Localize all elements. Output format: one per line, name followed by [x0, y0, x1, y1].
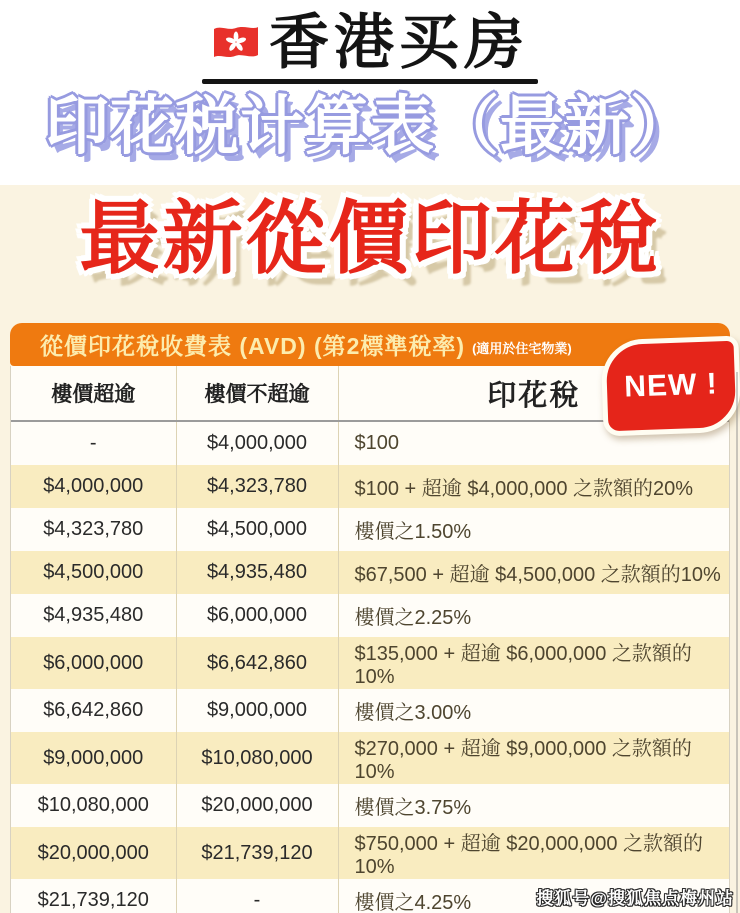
table-cell: $6,000,000 [176, 594, 338, 637]
page-title: 香港买房 [269, 9, 529, 76]
stamp-duty-table-card [10, 323, 730, 913]
table-cell: $100 [354, 432, 399, 454]
title-underline [202, 79, 538, 84]
table-cell: $4,935,480 [11, 594, 176, 637]
table-cell: $20,000,000 [11, 827, 176, 879]
table-cell: $4,935,480 [176, 551, 338, 594]
hong-kong-flag-icon [211, 24, 261, 62]
table-cell: 樓價之3.00% [354, 702, 472, 724]
table-cell: $10,080,000 [11, 784, 176, 827]
table-cell: $270,000 + 超逾 $9,000,000 之款額的10% [338, 732, 729, 784]
table-header-title: 從價印花稅收費表 (AVD) (第2標準稅率) [40, 333, 466, 359]
table-row [11, 508, 729, 551]
table-cell: $9,000,000 [11, 732, 176, 784]
new-badge-label: NEW ! [623, 367, 719, 404]
stamp-duty-table [11, 366, 729, 913]
table-cell: 樓價之1.50% [354, 521, 472, 543]
table-cell: $6,642,860 [176, 637, 338, 689]
table-cell: $21,739,120 [176, 827, 338, 879]
table-row [11, 551, 729, 594]
header-title-row [211, 10, 529, 76]
column-header-stamp-duty: 印花稅 [338, 366, 729, 421]
table-row [11, 689, 729, 732]
table-cell: $9,000,000 [176, 689, 338, 732]
right-edge-line [736, 372, 738, 913]
table-cell: $10,080,000 [176, 732, 338, 784]
table-row [11, 594, 729, 637]
new-badge [600, 336, 740, 437]
table-cell: $100 + 超逾 $4,000,000 之款額的20% [338, 465, 729, 508]
table-header-note: (適用於住宅物業) [472, 341, 572, 356]
table-cell: $750,000 + 超逾 $20,000,000 之款額的10% [338, 827, 729, 879]
table-cell: $4,000,000 [11, 465, 176, 508]
column-header-price-not-over: 樓價不超逾 [176, 366, 338, 421]
table-row [11, 827, 729, 879]
page-header [0, 10, 740, 84]
table-cell: $135,000 + 超逾 $6,000,000 之款額的10% [338, 637, 729, 689]
table-cell: $20,000,000 [176, 784, 338, 827]
table-cell: $4,500,000 [11, 551, 176, 594]
main-title: 最新從價印花稅 [79, 194, 661, 283]
table-cell: 樓價之3.75% [354, 797, 472, 819]
table-cell: $4,500,000 [176, 508, 338, 551]
table-cell: 樓價之4.25% [354, 892, 472, 913]
table-cell: 樓價之2.25% [354, 607, 472, 629]
table-cell: $6,000,000 [11, 637, 176, 689]
table-cell: - [176, 879, 338, 913]
table-cell: $67,500 + 超逾 $4,500,000 之款額的10% [338, 551, 729, 594]
column-header-price-over: 樓價超逾 [11, 366, 176, 421]
table-row [11, 637, 729, 689]
table-cell: $4,323,780 [176, 465, 338, 508]
table-body [11, 421, 729, 913]
table-cell: $4,000,000 [176, 421, 338, 465]
table-cell: $4,323,780 [11, 508, 176, 551]
subtitle: 印花税计算表（最新） [45, 90, 695, 162]
table-cell: $6,642,860 [11, 689, 176, 732]
table-cell: $21,739,120 [11, 879, 176, 913]
table-row [11, 784, 729, 827]
watermark: 搜狐号@搜狐焦点梅州站 [536, 889, 734, 908]
table-row [11, 732, 729, 784]
table-row [11, 465, 729, 508]
table-body-container [10, 366, 730, 913]
table-cell: - [11, 421, 176, 465]
